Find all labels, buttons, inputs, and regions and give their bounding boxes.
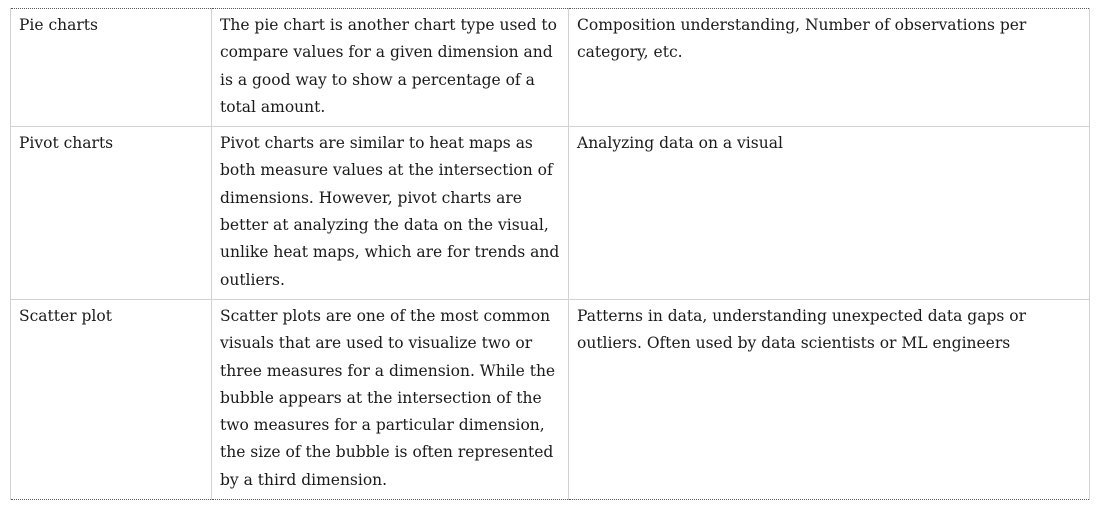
chart-type-cell: Pie charts	[11, 9, 212, 127]
use-case-cell: Patterns in data, understanding unexpected data gaps or outliers. Often used by data scientists or ML engineers	[569, 299, 1090, 499]
description-cell: The pie chart is another chart type used to compare values for a given dimension and is a good way to show a percentage of a total amount.	[212, 9, 569, 127]
use-case-cell: Composition understanding, Number of observations per category, etc.	[569, 9, 1090, 127]
table-row	[11, 299, 1090, 499]
chart-type-cell: Pivot charts	[11, 127, 212, 300]
description-cell: Pivot charts are similar to heat maps as both measure values at the intersection of dimensions. However, pivot charts are better at analyzing the data on the visual, unlike heat maps, which are for trends and outliers.	[212, 127, 569, 300]
use-case-cell: Analyzing data on a visual	[569, 127, 1090, 300]
chart-types-table	[10, 8, 1090, 500]
table-row	[11, 127, 1090, 300]
chart-type-cell: Scatter plot	[11, 299, 212, 499]
chart-types-table-container	[10, 8, 1088, 500]
table-row	[11, 9, 1090, 127]
description-cell: Scatter plots are one of the most common visuals that are used to visualize two or three measures for a dimension. While the bubble appears at the intersection of the two measures for a particular dimension, the size of the bubble is often represented by a third dimension.	[212, 299, 569, 499]
